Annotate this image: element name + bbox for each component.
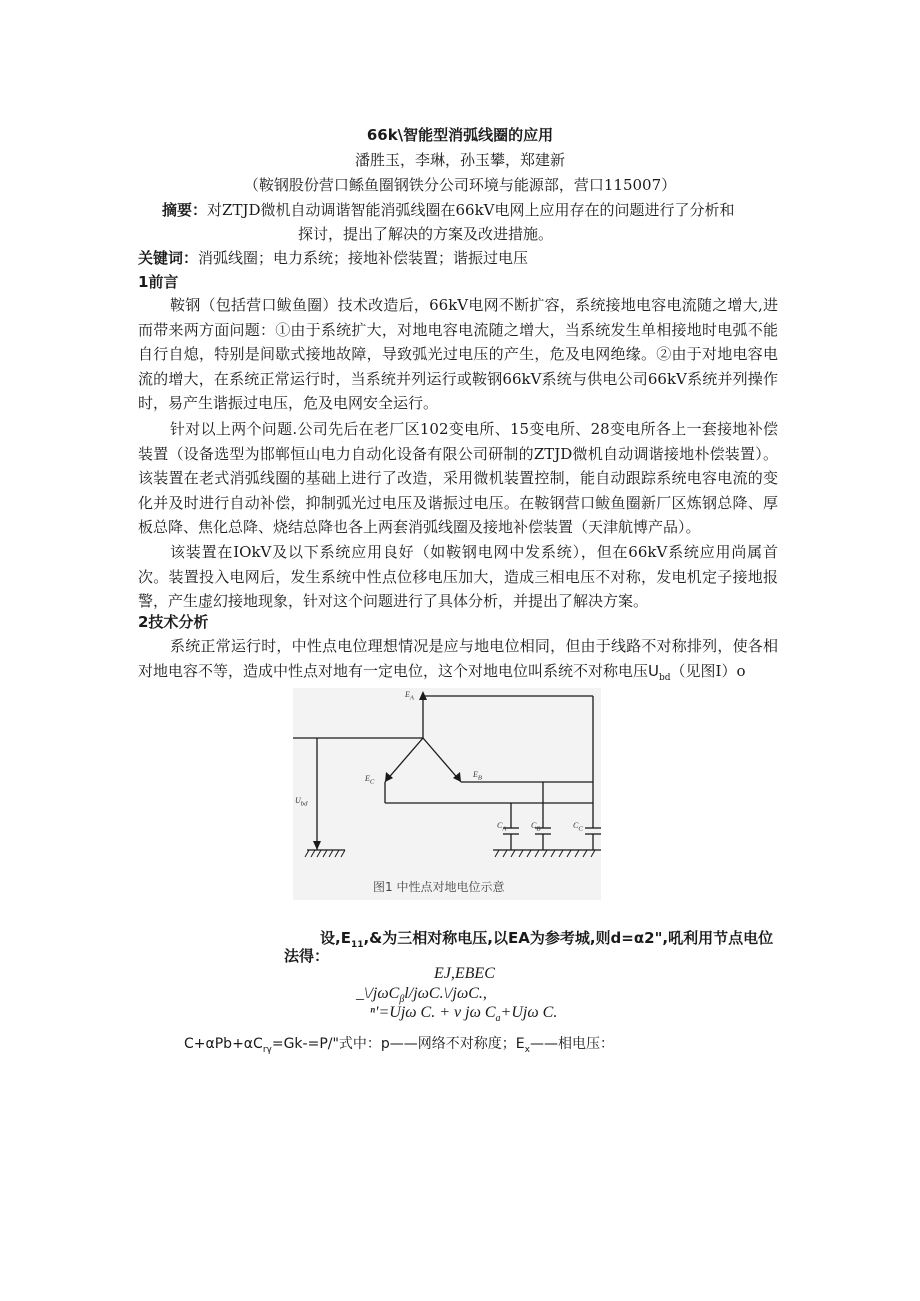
equation-2a: _\/jωC xyxy=(356,985,400,1002)
equation-2-sub: β xyxy=(399,994,405,1006)
derivation-text-1a: 设,E xyxy=(320,929,351,947)
label-ubd: $U_{bd}$ xyxy=(295,796,308,808)
derivation-text-4a: C+αPb+αC xyxy=(184,1036,263,1052)
derivation-sub-1: 11 xyxy=(350,940,364,950)
abstract-text-1: 对ZTJD微机自动调谐智能消弧线圈在66kV电网上应用存在的问题进行了分析和 xyxy=(207,201,735,219)
ubd-subscript: bd xyxy=(659,672,671,683)
section-1-heading: 1前言 xyxy=(138,273,179,291)
authors: 潘胜玉，李琳，孙玉攀，郑建新 xyxy=(354,151,565,169)
label-ca: $C_A$ xyxy=(497,821,507,833)
equation-3b: +Ujω C. xyxy=(500,1004,558,1021)
derivation-text-1b: ,&为三相对称电压,以EA为参考城,则d=α2",吼利用节点电位 xyxy=(363,929,774,947)
keywords xyxy=(138,248,528,268)
ubd-symbol: U xyxy=(648,661,659,680)
equation-2b: l/jωC.\/jωC., xyxy=(404,985,487,1002)
abstract-line-2: 探讨，提出了解决的方案及改进措施。 xyxy=(298,225,554,243)
equation-numerator: EJ,EBEC xyxy=(434,965,495,982)
label-cc: $C_C$ xyxy=(573,821,583,833)
keywords-text: 消弧线圈；电力系统；接地补偿装置；谐振过电压 xyxy=(198,249,529,267)
derivation-line-1 xyxy=(320,928,773,955)
phasor-ec xyxy=(385,738,423,782)
figure-caption: 图1 中性点对地电位示意 xyxy=(373,880,505,894)
arrow-ubd xyxy=(313,841,321,850)
section-1-paragraph-2: 针对以上两个问题.公司先后在老厂区102变电所、15变电所、28变电所各上一套接地补偿装置（设备选型为邯郸恒山电力自动化设备有限公司研制的ZTJD微机自动调谐接地朴偿装置）。该装置在老式消弧线圈的基础上进行了改造，采用微机装置控制，能自动跟踪系统电容电流的变化并及时进行自动补偿，抑制弧光过电压及谐振过电压。在鞍钢营口鲅鱼圈新厂区炼钢总降、厚板总降、焦化总降、烧结总降也各上两套消弧线圈及接地补偿装置（天津航博产品）。 xyxy=(138,420,778,537)
derivation-text-4c: ——相电压： xyxy=(529,1036,614,1052)
equation-3-sub: a xyxy=(495,1013,501,1025)
section-1-paragraph-3: 该装置在IOkV及以下系统应用良好（如鞍钢电网中发系统），但在66kV系统应用尚属首次。装置投入电网后，发生系统中性点位移电压加大，造成三相电压不对称，发电机定子接地报警，产生虚幻接地现象，针对这个问题进行了具体分析，并提出了解决方案。 xyxy=(138,543,778,611)
derivation-text-4b: =Gk-=P/"式中：p——网络不对称度；E xyxy=(271,1036,525,1052)
abstract-line-1 xyxy=(162,200,735,220)
phasor-eb xyxy=(423,738,461,782)
section-2-text-end: （见图I）o xyxy=(670,661,746,680)
label-ea: $E_A$ xyxy=(405,690,414,702)
derivation-sub-4: rγ xyxy=(262,1044,272,1055)
figure-1-neutral-potential-diagram xyxy=(293,688,601,900)
abstract-label: 摘要： xyxy=(162,201,208,219)
circuit-diagram xyxy=(293,688,601,900)
keywords-label: 关键词： xyxy=(138,249,199,267)
ground-hatch xyxy=(305,850,595,857)
derivation-sub-4b: x xyxy=(524,1044,530,1055)
section-1-paragraph-1: 鞍钢（包括营口鲅鱼圈）技术改造后，66kV电网不断扩容，系统接地电容电流随之增大,进而带来两方面问题：①由于系统扩大，对地电容电流随之增大，当系统发生单相接地时电弧不能自行自熄，特别是间歇式接地故障，导致弧光过电压的产生，危及电网绝缘。②由于对地电容电流的增大，在系统正常运行时，当系统并列运行或鞍钢66kV系统与供电公司66kV系统并列操作时，易产生谐振过电压，危及电网安全运行。 xyxy=(138,296,778,413)
derivation-line-2: 法得： xyxy=(284,947,330,965)
equation-3a: ⁿ'=Ujω C. + v jω C xyxy=(370,1004,496,1021)
label-eb: $E_B$ xyxy=(473,770,482,782)
equation-row-3 xyxy=(370,1003,557,1029)
paper-title: 66k\智能型消弧线圈的应用 xyxy=(366,126,554,144)
label-cb: $C_B$ xyxy=(531,821,541,833)
section-2-text: 系统正常运行时，中性点电位理想情况是应与地电位相同，但由于线路不对称排列，使各相对地电容不等，造成中性点对地有一定电位，这个对地电位叫系统不对称电压 xyxy=(138,637,778,680)
label-ec: $E_C$ xyxy=(365,774,375,786)
section-2-heading: 2技术分析 xyxy=(138,613,209,631)
affiliation: （鞍钢股份营口鲧鱼圈钢铁分公司环境与能源部，营口115007） xyxy=(243,176,677,194)
derivation-line-4 xyxy=(184,1034,614,1060)
section-2-paragraph-1 xyxy=(138,634,778,690)
